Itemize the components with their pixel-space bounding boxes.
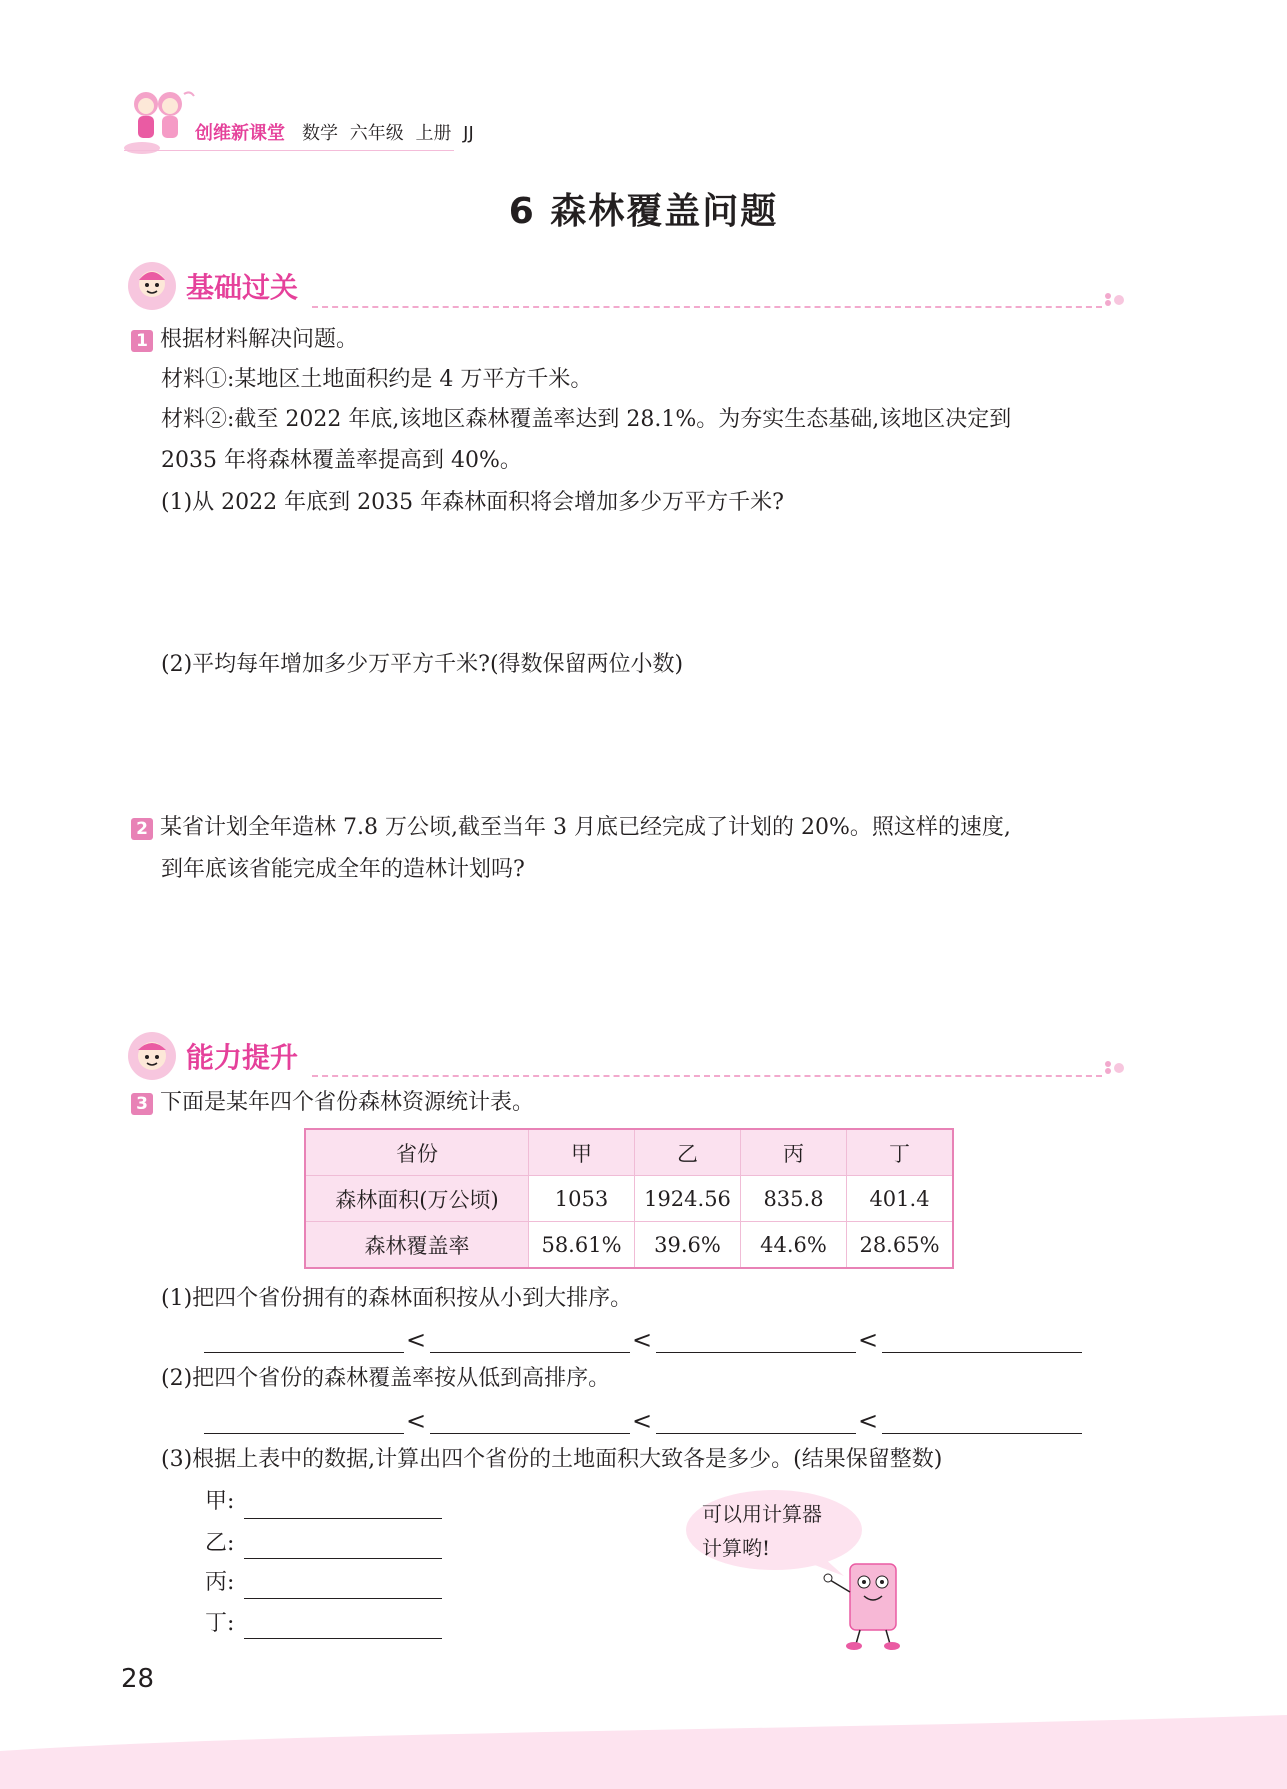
answer-blank[interactable]: [430, 1433, 630, 1434]
table-header-cell: 丁: [847, 1129, 954, 1176]
brand-logo-children-icon: [124, 86, 202, 156]
answer-blank[interactable]: [430, 1352, 630, 1353]
answer-label-yi: 乙:: [205, 1531, 235, 1556]
answer-blank[interactable]: [244, 1598, 442, 1599]
table-header-cell: 丙: [741, 1129, 847, 1176]
answer-label-jia: 甲:: [205, 1489, 235, 1514]
question-1-part-1: (1)从 2022 年底到 2035 年森林面积将会增加多少万平方千米?: [161, 490, 784, 515]
table-header-row: [305, 1129, 953, 1176]
table-cell: 58.61%: [529, 1222, 635, 1269]
decor-dots-icon: [1104, 1060, 1128, 1074]
question-number-badge: 2: [131, 818, 153, 840]
less-than-sign: <: [406, 1407, 427, 1435]
table-cell: 401.4: [847, 1176, 954, 1222]
table-header-cell: 乙: [635, 1129, 741, 1176]
page-title: 6 森林覆盖问题: [508, 191, 779, 232]
calculator-mascot-icon: [820, 1552, 910, 1652]
question-3-part-2: (2)把四个省份的森林覆盖率按从低到高排序。: [161, 1366, 611, 1391]
table-row-label: 森林覆盖率: [305, 1222, 529, 1269]
table-cell: 1924.56: [635, 1176, 741, 1222]
section-title-basic: 基础过关: [186, 271, 299, 304]
answer-blank[interactable]: [244, 1638, 442, 1639]
less-than-sign: <: [632, 1407, 653, 1435]
answer-blank[interactable]: [204, 1433, 404, 1434]
section-title-advanced: 能力提升: [186, 1041, 299, 1074]
answer-blank[interactable]: [656, 1352, 856, 1353]
material-2-line-1: 材料②:截至 2022 年底,该地区森林覆盖率达到 28.1%。为夯实生态基础,该地区决定到: [161, 407, 1012, 432]
table-row-label: 森林面积(万公顷): [305, 1176, 529, 1222]
less-than-sign: <: [632, 1326, 653, 1354]
answer-blank[interactable]: [882, 1352, 1082, 1353]
material-1: 材料①:某地区土地面积约是 4 万平方千米。: [161, 367, 593, 392]
header-subject: 数学 六年级 上册 JJ: [302, 123, 474, 144]
answer-blank[interactable]: [204, 1352, 404, 1353]
bubble-text-line-1: 可以用计算器: [702, 1502, 822, 1526]
answer-blank[interactable]: [882, 1433, 1082, 1434]
question-1-text: 根据材料解决问题。: [160, 327, 359, 352]
question-3-text: 下面是某年四个省份森林资源统计表。: [160, 1090, 535, 1115]
table-cell: 44.6%: [741, 1222, 847, 1269]
answer-blank[interactable]: [656, 1433, 856, 1434]
answer-blank[interactable]: [244, 1558, 442, 1559]
answer-blank[interactable]: [244, 1518, 442, 1519]
answer-label-ding: 丁:: [205, 1611, 235, 1636]
question-2-text: 某省计划全年造林 7.8 万公顷,截至当年 3 月底已经完成了计划的 20%。照这样的速度,: [160, 815, 1011, 840]
section-divider: [312, 306, 1102, 308]
question-1-stem: [131, 325, 358, 355]
table-cell: 39.6%: [635, 1222, 741, 1269]
question-3-part-1: (1)把四个省份拥有的森林面积按从小到大排序。: [161, 1286, 633, 1311]
table-header-cell: 省份: [305, 1129, 529, 1176]
section-divider: [312, 1075, 1102, 1077]
table-row: [305, 1176, 953, 1222]
forest-resource-table: [304, 1128, 954, 1269]
table-header-cell: 甲: [529, 1129, 635, 1176]
decor-dots-icon: [1104, 292, 1128, 306]
table-row: [305, 1222, 953, 1269]
less-than-sign: <: [406, 1326, 427, 1354]
bubble-text-line-2: 计算哟!: [702, 1536, 771, 1560]
question-number-badge: 1: [131, 330, 153, 352]
table-cell: 28.65%: [847, 1222, 954, 1269]
header-divider: [124, 150, 454, 151]
material-2-line-2: 2035 年将森林覆盖率提高到 40%。: [161, 448, 522, 473]
question-number-badge: 3: [131, 1093, 153, 1115]
header-brand: 创维新课堂: [195, 123, 285, 144]
page-number: 28: [121, 1664, 155, 1694]
less-than-sign: <: [858, 1326, 879, 1354]
question-2-line-2: 到年底该省能完成全年的造林计划吗?: [161, 857, 525, 882]
footer-decor-band: [0, 1711, 1287, 1789]
table-cell: 835.8: [741, 1176, 847, 1222]
section-mascot-icon: [126, 1030, 178, 1082]
table-cell: 1053: [529, 1176, 635, 1222]
section-mascot-icon: [126, 260, 178, 312]
question-3-stem: [131, 1088, 534, 1118]
question-1-part-2: (2)平均每年增加多少万平方千米?(得数保留两位小数): [161, 652, 684, 677]
answer-label-bing: 丙:: [205, 1570, 235, 1595]
less-than-sign: <: [858, 1407, 879, 1435]
question-3-part-3: (3)根据上表中的数据,计算出四个省份的土地面积大致各是多少。(结果保留整数): [161, 1447, 943, 1472]
question-2-line-1: [131, 813, 1011, 843]
